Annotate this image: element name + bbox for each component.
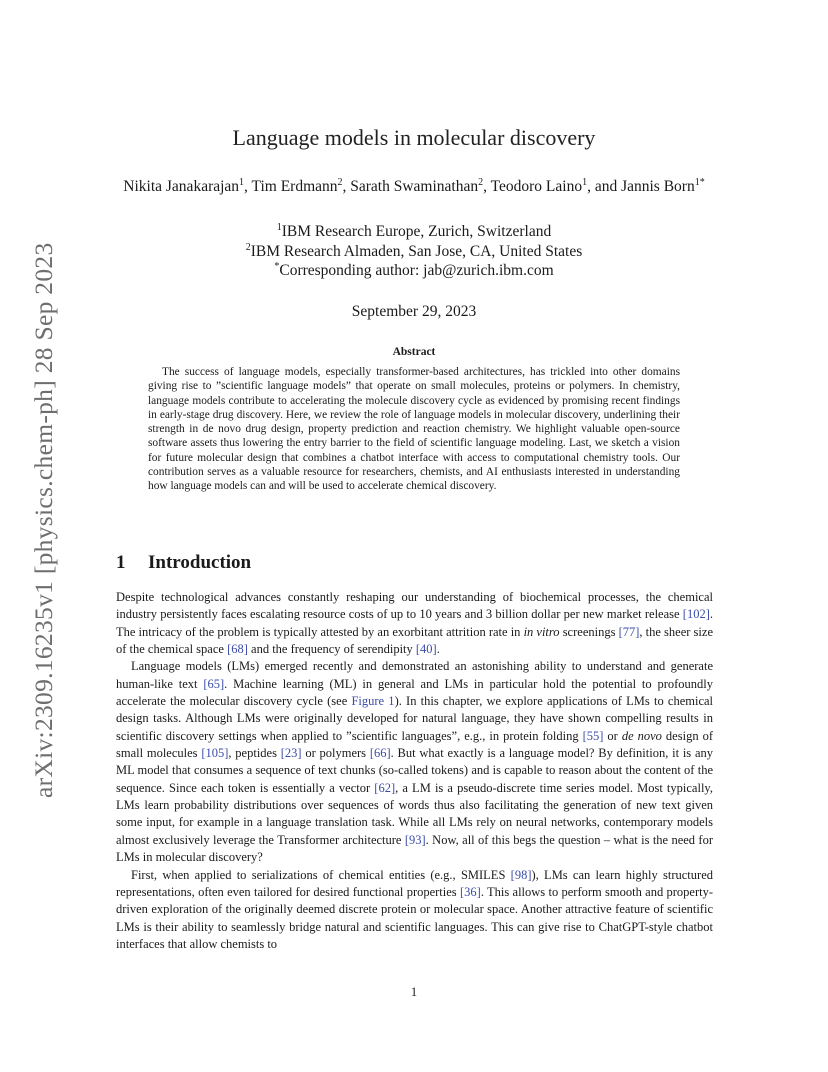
author-affiliation-mark: 2 <box>478 177 484 188</box>
author-affiliation-mark: 1* <box>694 177 705 188</box>
text-run: , peptides <box>228 746 281 761</box>
citation-link[interactable]: [65] <box>203 676 225 691</box>
author-affiliation-mark: 1 <box>239 177 245 188</box>
corresponding-author-text: Corresponding author: jab@zurich.ibm.com <box>279 262 554 280</box>
emphasis-text: de novo <box>621 728 662 743</box>
page-number: 1 <box>410 985 418 999</box>
section-heading <box>116 552 251 574</box>
body-paragraph <box>116 589 713 658</box>
text-run: ). In this chapter, we explore applications of LMs to chemical design tasks. Although LMs were originally developed for natural language, they have shown compelling results in scientific discovery settings when applied to ”scientific languages”, e.g., in protein folding <box>116 694 714 743</box>
citation-link[interactable]: [62] <box>374 780 396 795</box>
affiliation-text: IBM Research Europe, Zurich, Switzerland <box>281 223 552 241</box>
arxiv-id-text: arXiv:2309.16235v1 [physics.chem-ph] 28 Sep 2023 <box>29 242 58 798</box>
body-paragraph <box>116 867 713 954</box>
text-run: . <box>436 642 440 657</box>
paper-title: Language models in molecular discovery <box>232 125 596 150</box>
section-title: Introduction <box>148 552 252 573</box>
text-run: First, when applied to serializations of chemical entities (e.g., SMILES <box>131 867 511 882</box>
author-list: Nikita Janakarajan$^1$, Tim Erdmann$^2$, Sarath Swaminathan$^2$, Teodoro Laino$^1$, and Jannis Born$^{1*}$ <box>123 177 705 196</box>
citation-link[interactable]: [98] <box>510 867 532 882</box>
corresponding-author <box>0 261 828 280</box>
affiliation-mark: 2 <box>245 242 251 253</box>
emphasis-text: in vitro <box>523 624 560 639</box>
publication-date: September 29, 2023 <box>351 303 477 320</box>
author-affiliation-mark: 2 <box>337 177 343 188</box>
citation-link[interactable]: [40] <box>415 642 437 657</box>
text-run: or <box>603 728 622 743</box>
affiliation-mark: 1 <box>276 222 282 233</box>
author-affiliation-mark: 1 <box>582 177 588 188</box>
author-name: Jannis Born <box>621 178 695 196</box>
text-run: . Machine learning (ML) in general and LMs in particular hold the potential to profoundly accelerate the molecular discovery cycle (see <box>116 676 713 709</box>
citation-link[interactable]: [102] <box>682 607 710 622</box>
affiliation-2 <box>0 242 828 261</box>
text-run: . This allows to perform smooth and property-driven exploration of the originally deemed discrete protein or molecular space. Another attractive feature of scientific LMs is their ability to seamlessly bridge natural and scientific languages. This can give rise to ChatGPT-style chatbot interfaces that allow chemists to <box>116 884 714 951</box>
citation-link[interactable]: [55] <box>582 728 604 743</box>
text-run: . The intricacy of the problem is typically attested by an exorbitant attrition rate in <box>116 607 713 639</box>
abstract-text: The success of language models, especially transformer-based architectures, has trickled into other domains giving rise to ”scientific language models” that operate on small molecules, proteins or polymers. In chemistry, language models contribute to accelerating the molecule discovery cycle as evidenced by promising recent findings in early-stage drug discovery. Here, we review the role of language models in molecular discovery, underlining their strength in de novo drug design, property prediction and reaction chemistry. We highlight valuable open-source software assets thus lowering the entry barrier to the field of scientific language modeling. Last, we sketch a vision for future molecular design that combines a chatbot interface with access to computational chemistry tools. Our contribution serves as a valuable resource for researchers, chemists, and AI enthusiasts interested in understanding how language models can and will be used to accelerate chemical discovery. <box>148 366 680 493</box>
introduction-body <box>116 589 713 953</box>
text-run: and the frequency of serendipity <box>247 642 416 657</box>
text-run: , the sheer size of the chemical space <box>116 624 713 657</box>
citation-link[interactable]: [77] <box>618 624 640 639</box>
arxiv-side-identifier <box>22 238 66 828</box>
citation-link[interactable]: Figure 1 <box>351 694 395 709</box>
body-paragraph <box>116 658 713 866</box>
text-run: Language models (LMs) emerged recently and demonstrated an astonishing ability to understand and generate human-like text <box>116 659 713 691</box>
citation-link[interactable]: [93] <box>404 832 426 847</box>
citation-link[interactable]: [66] <box>369 746 391 761</box>
citation-link[interactable]: [23] <box>280 746 302 761</box>
affiliation-text: IBM Research Almaden, San Jose, CA, United States <box>250 243 583 261</box>
author-conjunction: and <box>594 178 618 196</box>
text-run: or polymers <box>301 746 370 761</box>
author-name: Teodoro Laino <box>490 178 583 196</box>
text-run: design of small molecules <box>116 728 713 761</box>
author-name: Nikita Janakarajan <box>123 178 240 196</box>
abstract-heading: Abstract <box>392 346 436 358</box>
text-run: Despite technological advances constantly reshaping our understanding of biochemical processes, the chemical industry persistently faces escalating resource costs of up to 10 years and 3 billion dollar per new market release <box>116 590 713 622</box>
text-run: . But what exactly is a language model? By definition, it is any ML model that consumes a sequence of text chunks (so-called tokens) and is capable to reason about the content of the sequence. Since each token is essentially a vector <box>116 746 713 795</box>
text-run: ), LMs can learn highly structured representations, often even tailored for desired functional properties <box>116 867 713 899</box>
author-name: Sarath Swaminathan <box>350 178 479 196</box>
text-run: screenings <box>559 624 619 639</box>
affiliation-1 <box>0 222 828 241</box>
text-run: , a LM is a pseudo-discrete time series model. Most typically, LMs learn probability distributions over sequences of words thus also facilitating the generation of new text given some input, for example in a language translation task. While all LMs rely on neural networks, contemporary models almost exclusively leverage the Transformer architecture <box>116 780 713 847</box>
text-run: . Now, all of this begs the question – what is the need for LMs in molecular discovery? <box>116 832 713 865</box>
citation-link[interactable]: [105] <box>201 746 229 761</box>
author-name: Tim Erdmann <box>251 178 338 196</box>
citation-link[interactable]: [36] <box>459 884 481 899</box>
section-number: 1 <box>116 552 126 573</box>
affiliation-mark: * <box>274 261 280 272</box>
citation-link[interactable]: [68] <box>227 642 248 657</box>
